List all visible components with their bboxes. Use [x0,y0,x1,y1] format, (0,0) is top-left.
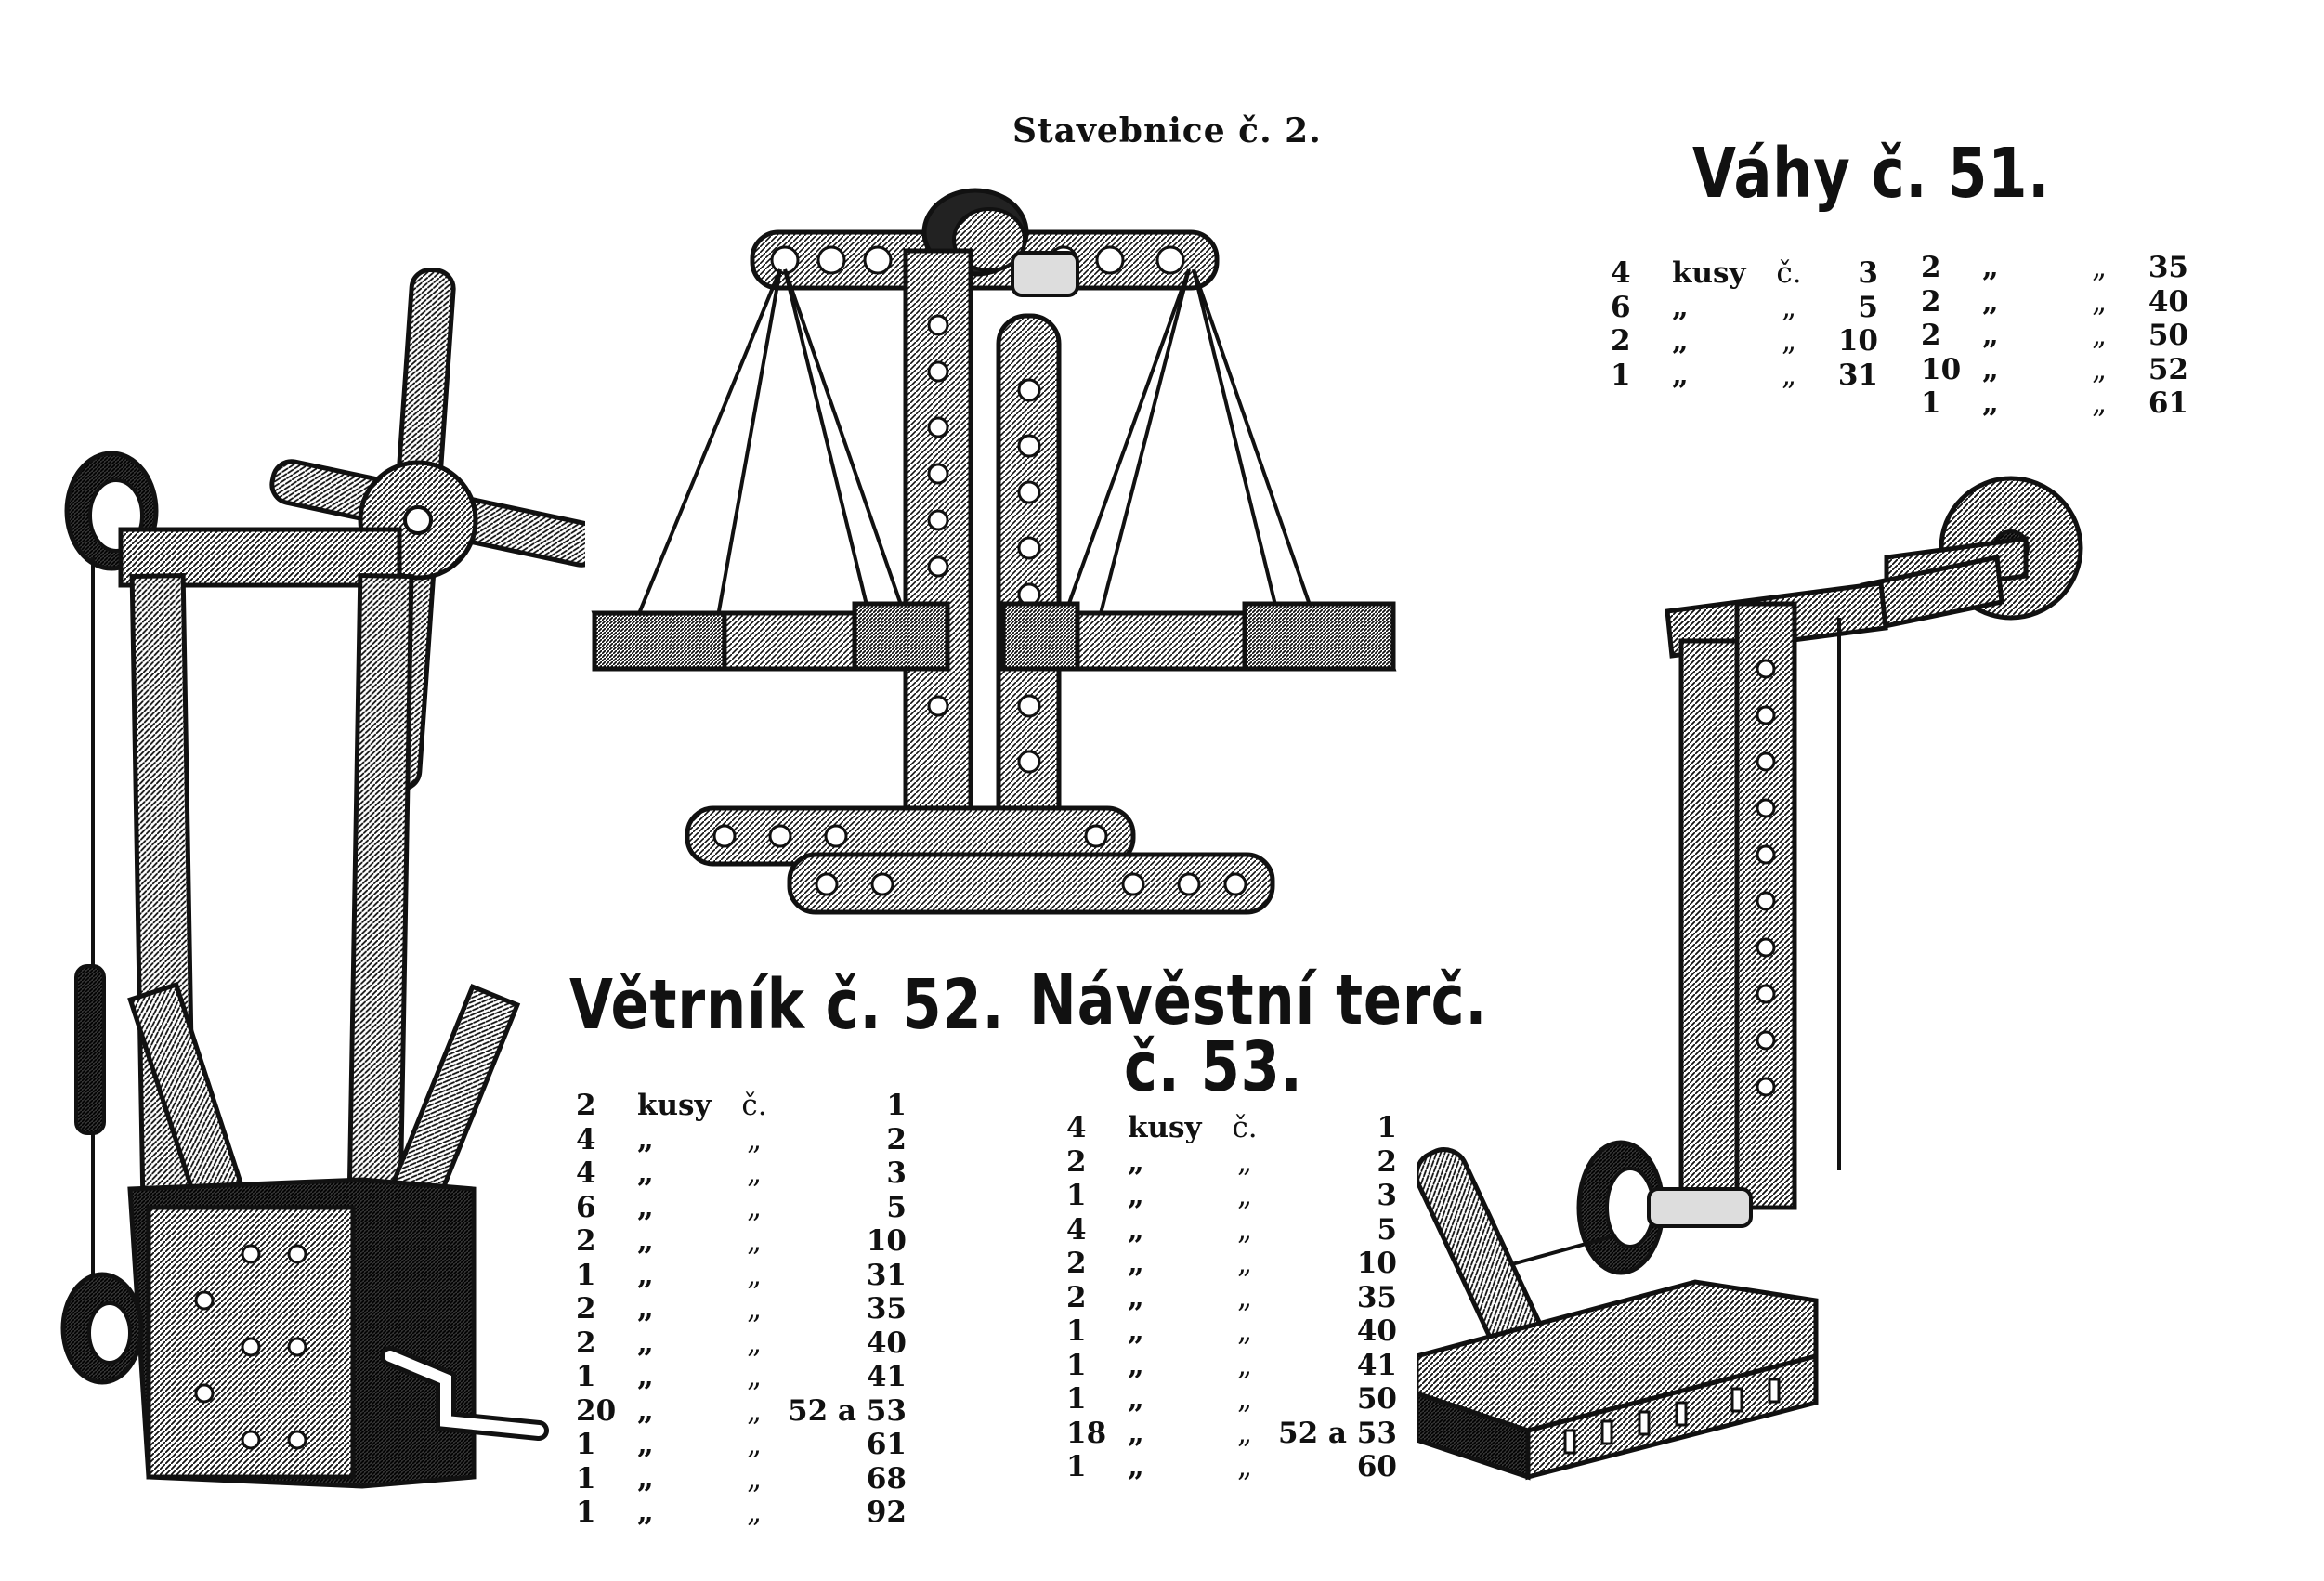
parts-mark: „ [1781,358,1797,392]
parts-mark: „ [2091,284,2108,319]
parts-qty: 1 [576,1461,596,1496]
parts-row [1059,1145,1404,1180]
parts-num: 35 [1356,1280,1397,1314]
parts-qty: 1 [576,1360,596,1393]
parts-unit: kusy [1128,1111,1202,1144]
parts-qty: 4 [1611,256,1631,290]
parts-qty: 1 [576,1428,596,1461]
parts-unit: „ [1128,1179,1144,1212]
parts-unit: „ [1982,251,1999,284]
parts-row [1603,359,1886,393]
parts-unit: „ [1128,1212,1144,1247]
parts-num: 40 [2148,284,2188,319]
illustration-windmill [37,260,585,1533]
parts-row [1059,1213,1404,1248]
parts-num: 52 a 53 [788,1393,907,1428]
illustration-scales [576,186,1412,929]
parts-unit: „ [637,1428,654,1461]
parts-row [568,1191,914,1225]
parts-row [568,1259,914,1293]
parts-mark: „ [746,1292,763,1326]
parts-unit: kusy [1672,256,1746,290]
parts-mark: č. [741,1089,767,1122]
parts-qty: 10 [1921,352,1962,386]
parts-qty: 2 [1921,284,1941,319]
parts-unit: „ [1128,1416,1144,1450]
parts-qty: 1 [1921,386,1941,420]
parts-mark: „ [746,1326,763,1360]
parts-qty: 2 [576,1326,596,1360]
parts-unit: „ [1128,1144,1144,1179]
parts-qty: 1 [576,1496,596,1529]
parts-num: 52 [2148,352,2188,386]
parts-mark: „ [746,1258,763,1292]
parts-num: 35 [2148,251,2188,284]
parts-row [1913,319,2196,353]
parts-num: 10 [866,1224,907,1258]
parts-qty: 2 [1066,1280,1087,1314]
parts-num: 35 [866,1292,907,1326]
parts-unit: „ [1128,1348,1144,1382]
parts-list-vahy-right [1913,251,2196,421]
parts-mark: „ [2091,251,2108,284]
parts-mark: „ [1236,1280,1253,1314]
parts-mark: „ [2091,319,2108,352]
parts-num: 3 [886,1156,907,1190]
parts-unit: „ [637,1190,654,1224]
parts-num: 3 [1858,256,1878,290]
parts-unit: „ [637,1122,654,1156]
parts-unit: „ [637,1156,654,1190]
parts-qty: 6 [1611,290,1631,324]
parts-row [568,1224,914,1259]
parts-unit: „ [1672,290,1689,324]
parts-qty: 1 [1066,1314,1087,1348]
parts-mark: „ [746,1461,763,1496]
parts-num: 31 [866,1258,907,1292]
parts-num: 10 [1356,1247,1397,1280]
parts-mark: „ [1781,324,1797,358]
parts-row [1059,1349,1404,1383]
parts-qty: 1 [1066,1382,1087,1416]
parts-row [568,1123,914,1157]
parts-row [1059,1450,1404,1484]
parts-row [568,1089,914,1123]
parts-unit: „ [1128,1314,1144,1348]
parts-mark: „ [746,1393,763,1428]
parts-qty: 1 [1066,1450,1087,1483]
parts-mark: „ [1236,1247,1253,1280]
parts-row [568,1428,914,1462]
parts-row [1059,1247,1404,1281]
parts-qty: 4 [1066,1212,1087,1247]
model-title-navestni-number: č. 53. [1124,1027,1303,1107]
parts-unit: „ [1672,324,1689,358]
parts-mark: „ [746,1496,763,1529]
parts-unit: „ [1128,1382,1144,1416]
parts-row [1059,1281,1404,1315]
parts-mark: „ [1236,1144,1253,1179]
parts-unit: „ [1128,1247,1144,1280]
parts-num: 2 [1377,1144,1397,1179]
parts-mark: „ [1781,290,1797,324]
parts-num: 2 [886,1122,907,1156]
parts-row [568,1360,914,1394]
parts-qty: 2 [576,1089,596,1122]
model-title-vetrnik: Větrník č. 52. [569,965,1005,1045]
parts-mark: č. [1776,256,1802,290]
parts-unit: „ [637,1224,654,1258]
parts-qty: 1 [1066,1179,1087,1212]
parts-num: 1 [886,1089,907,1122]
parts-num: 1 [1377,1111,1397,1144]
parts-unit: „ [1128,1450,1144,1483]
parts-num: 61 [866,1428,907,1461]
parts-num: 3 [1377,1179,1397,1212]
parts-mark: „ [1236,1348,1253,1382]
parts-row [1059,1111,1404,1145]
parts-num: 5 [1858,290,1878,324]
parts-mark: „ [746,1156,763,1190]
page-header: Stavebnice č. 2. [1012,111,1322,150]
parts-row [568,1496,914,1530]
parts-row [1059,1417,1404,1451]
parts-unit: „ [1982,319,1999,352]
parts-row [1059,1382,1404,1417]
parts-row [568,1292,914,1326]
parts-unit: „ [1982,284,1999,319]
parts-mark: „ [1236,1382,1253,1416]
parts-qty: 1 [1611,358,1631,392]
parts-unit: „ [637,1393,654,1428]
parts-row [568,1394,914,1429]
parts-qty: 4 [576,1156,596,1190]
parts-num: 52 a 53 [1278,1416,1397,1450]
parts-num: 40 [1356,1314,1397,1348]
illustration-signal-target [1417,464,2122,1486]
parts-mark: č. [1232,1111,1258,1144]
parts-num: 68 [866,1461,907,1496]
parts-unit: „ [637,1496,654,1529]
parts-qty: 2 [1066,1247,1087,1280]
parts-unit: „ [1128,1280,1144,1314]
parts-row [1913,386,2196,421]
model-title-navestni: Návěstní terč. [1029,960,1488,1040]
parts-qty: 18 [1066,1416,1107,1450]
parts-unit: „ [1982,386,1999,420]
parts-row [1059,1179,1404,1213]
parts-unit: „ [637,1360,654,1393]
parts-num: 31 [1837,358,1878,392]
parts-row [1913,353,2196,387]
parts-num: 10 [1837,324,1878,358]
parts-mark: „ [746,1190,763,1224]
parts-qty: 1 [576,1258,596,1292]
parts-unit: „ [1982,352,1999,386]
parts-list-vahy-left [1603,256,1886,392]
parts-qty: 20 [576,1393,617,1428]
parts-mark: „ [1236,1450,1253,1483]
parts-row [1603,324,1886,359]
parts-unit: „ [637,1326,654,1360]
parts-mark: „ [1236,1314,1253,1348]
parts-mark: „ [746,1428,763,1461]
parts-row [1603,291,1886,325]
parts-row [568,1156,914,1191]
model-title-vahy: Váhy č. 51. [1692,134,2051,214]
parts-row [1913,285,2196,320]
parts-unit: „ [1672,358,1689,392]
parts-row [1059,1314,1404,1349]
parts-mark: „ [746,1122,763,1156]
parts-mark: „ [2091,352,2108,386]
parts-qty: 2 [1066,1144,1087,1179]
parts-row [1603,256,1886,291]
parts-num: 40 [866,1326,907,1360]
parts-num: 60 [1356,1450,1397,1483]
parts-qty: 6 [576,1190,596,1224]
parts-num: 92 [866,1496,907,1529]
parts-unit: kusy [637,1089,712,1122]
parts-row [568,1326,914,1361]
parts-mark: „ [746,1224,763,1258]
parts-list-navestni [1059,1111,1404,1484]
parts-num: 50 [1356,1382,1397,1416]
parts-num: 50 [2148,319,2188,352]
parts-qty: 2 [1611,324,1631,358]
parts-mark: „ [1236,1212,1253,1247]
parts-row [1913,251,2196,285]
parts-unit: „ [637,1258,654,1292]
parts-qty: 1 [1066,1348,1087,1382]
parts-list-vetrnik [568,1089,914,1530]
parts-qty: 4 [1066,1111,1087,1144]
parts-qty: 2 [1921,251,1941,284]
parts-mark: „ [2091,386,2108,420]
parts-qty: 2 [576,1292,596,1326]
parts-unit: „ [637,1461,654,1496]
parts-mark: „ [1236,1179,1253,1212]
parts-mark: „ [1236,1416,1253,1450]
parts-mark: „ [746,1360,763,1393]
parts-qty: 2 [576,1224,596,1258]
parts-unit: „ [637,1292,654,1326]
parts-num: 41 [1356,1348,1397,1382]
parts-qty: 2 [1921,319,1941,352]
parts-qty: 4 [576,1122,596,1156]
parts-num: 5 [886,1190,907,1224]
parts-num: 61 [2148,386,2188,420]
parts-num: 41 [866,1360,907,1393]
parts-num: 5 [1377,1212,1397,1247]
parts-row [568,1462,914,1496]
